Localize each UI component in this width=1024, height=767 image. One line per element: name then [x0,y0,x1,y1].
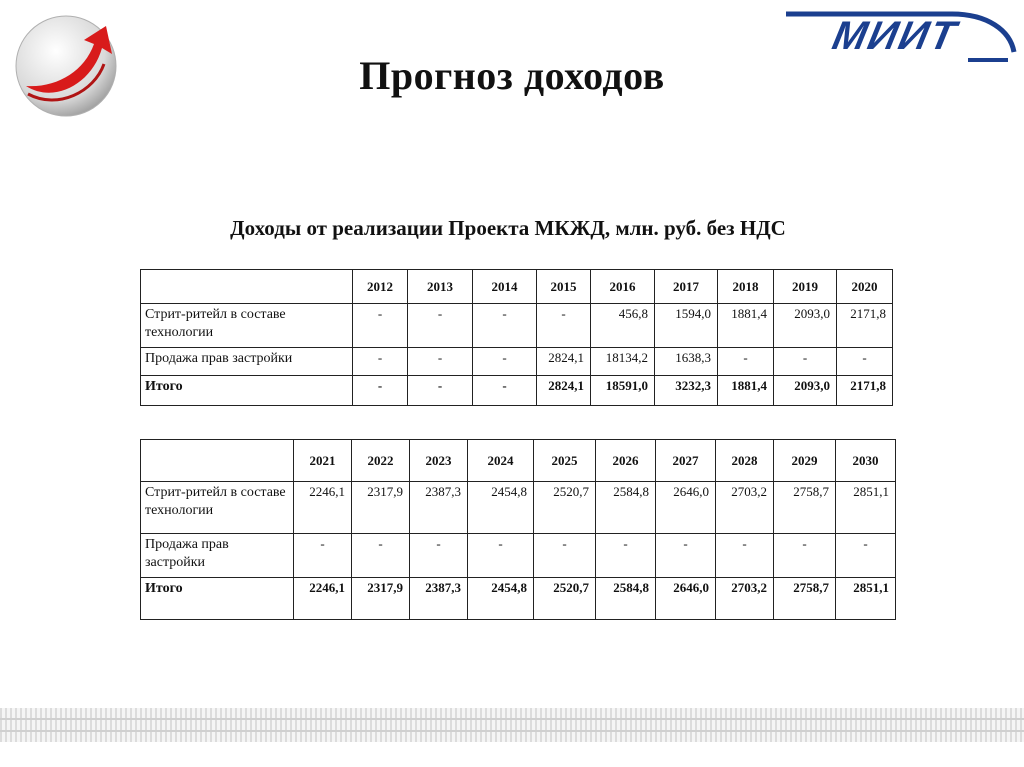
cell: - [537,304,591,348]
footer-decor-band [0,708,1024,742]
year-header: 2026 [596,440,656,482]
cell: 1594,0 [655,304,718,348]
cell: - [408,304,473,348]
year-header: 2027 [656,440,716,482]
year-header: 2022 [352,440,410,482]
cell: - [473,348,537,376]
year-header: 2020 [837,270,893,304]
brand-name: МИИТ [828,14,962,58]
year-header: 2015 [537,270,591,304]
cell: - [596,534,656,578]
row-label: Продажа прав застройки [141,534,294,578]
cell: 2824,1 [537,376,591,406]
cell: 2824,1 [537,348,591,376]
table-row [141,348,893,376]
cell: 2703,2 [716,578,774,620]
page-title: Прогноз доходов [359,53,665,98]
cell: 2584,8 [596,482,656,534]
cell: 2851,1 [836,482,896,534]
cell: - [716,534,774,578]
year-header: 2029 [774,440,836,482]
row-label: Продажа прав застройки [141,348,353,376]
cell: - [473,376,537,406]
cell: - [408,376,473,406]
cell: 2584,8 [596,578,656,620]
cell: - [353,348,408,376]
cell: 2703,2 [716,482,774,534]
cell: - [353,304,408,348]
table-row [141,304,893,348]
year-header: 2013 [408,270,473,304]
cell: - [294,534,352,578]
cell: - [408,348,473,376]
cell: 2520,7 [534,578,596,620]
cell: - [774,534,836,578]
cell: 3232,3 [655,376,718,406]
cell: - [473,304,537,348]
cell: 1638,3 [655,348,718,376]
cell: 2758,7 [774,578,836,620]
year-header: 2018 [718,270,774,304]
cell: 1881,4 [718,304,774,348]
cell: - [774,348,837,376]
header-corner [141,270,353,304]
cell: 2454,8 [468,482,534,534]
year-header: 2014 [473,270,537,304]
table-row-total [141,376,893,406]
header-corner [141,440,294,482]
cell: 2387,3 [410,482,468,534]
cell: - [534,534,596,578]
year-header: 2016 [591,270,655,304]
year-header: 2023 [410,440,468,482]
cell: - [468,534,534,578]
row-label: Стрит-ритейл в составе технологии [141,482,294,534]
cell: 2093,0 [774,304,837,348]
cell: - [656,534,716,578]
row-label: Итого [141,578,294,620]
cell: - [353,376,408,406]
cell: 2520,7 [534,482,596,534]
cell: 2851,1 [836,578,896,620]
year-header: 2012 [353,270,408,304]
year-header: 2021 [294,440,352,482]
cell: 2646,0 [656,482,716,534]
cell: - [836,534,896,578]
cell: 2454,8 [468,578,534,620]
cell: 18134,2 [591,348,655,376]
cell: 456,8 [591,304,655,348]
cell: - [410,534,468,578]
year-header: 2024 [468,440,534,482]
cell: 2171,8 [837,304,893,348]
cell: 18591,0 [591,376,655,406]
cell: - [718,348,774,376]
cell: 1881,4 [718,376,774,406]
cell: 2246,1 [294,482,352,534]
year-header: 2028 [716,440,774,482]
cell: - [837,348,893,376]
cell: 2758,7 [774,482,836,534]
row-label: Итого [141,376,353,406]
revenue-table-2021-2030 [140,439,896,620]
year-header: 2030 [836,440,896,482]
year-header: 2025 [534,440,596,482]
cell: 2317,9 [352,482,410,534]
cell: 2317,9 [352,578,410,620]
cell: 2387,3 [410,578,468,620]
year-header: 2017 [655,270,718,304]
table-caption: Доходы от реализации Проекта МКЖД, млн. руб. без НДС [230,216,786,240]
cell: 2171,8 [837,376,893,406]
cell: 2646,0 [656,578,716,620]
cell: 2246,1 [294,578,352,620]
table-row-total [141,578,896,620]
row-label: Стрит-ритейл в составе технологии [141,304,353,348]
table-row [141,534,896,578]
cell: 2093,0 [774,376,837,406]
cell: - [352,534,410,578]
table-row [141,482,896,534]
year-header: 2019 [774,270,837,304]
revenue-table-2012-2020 [140,269,893,406]
